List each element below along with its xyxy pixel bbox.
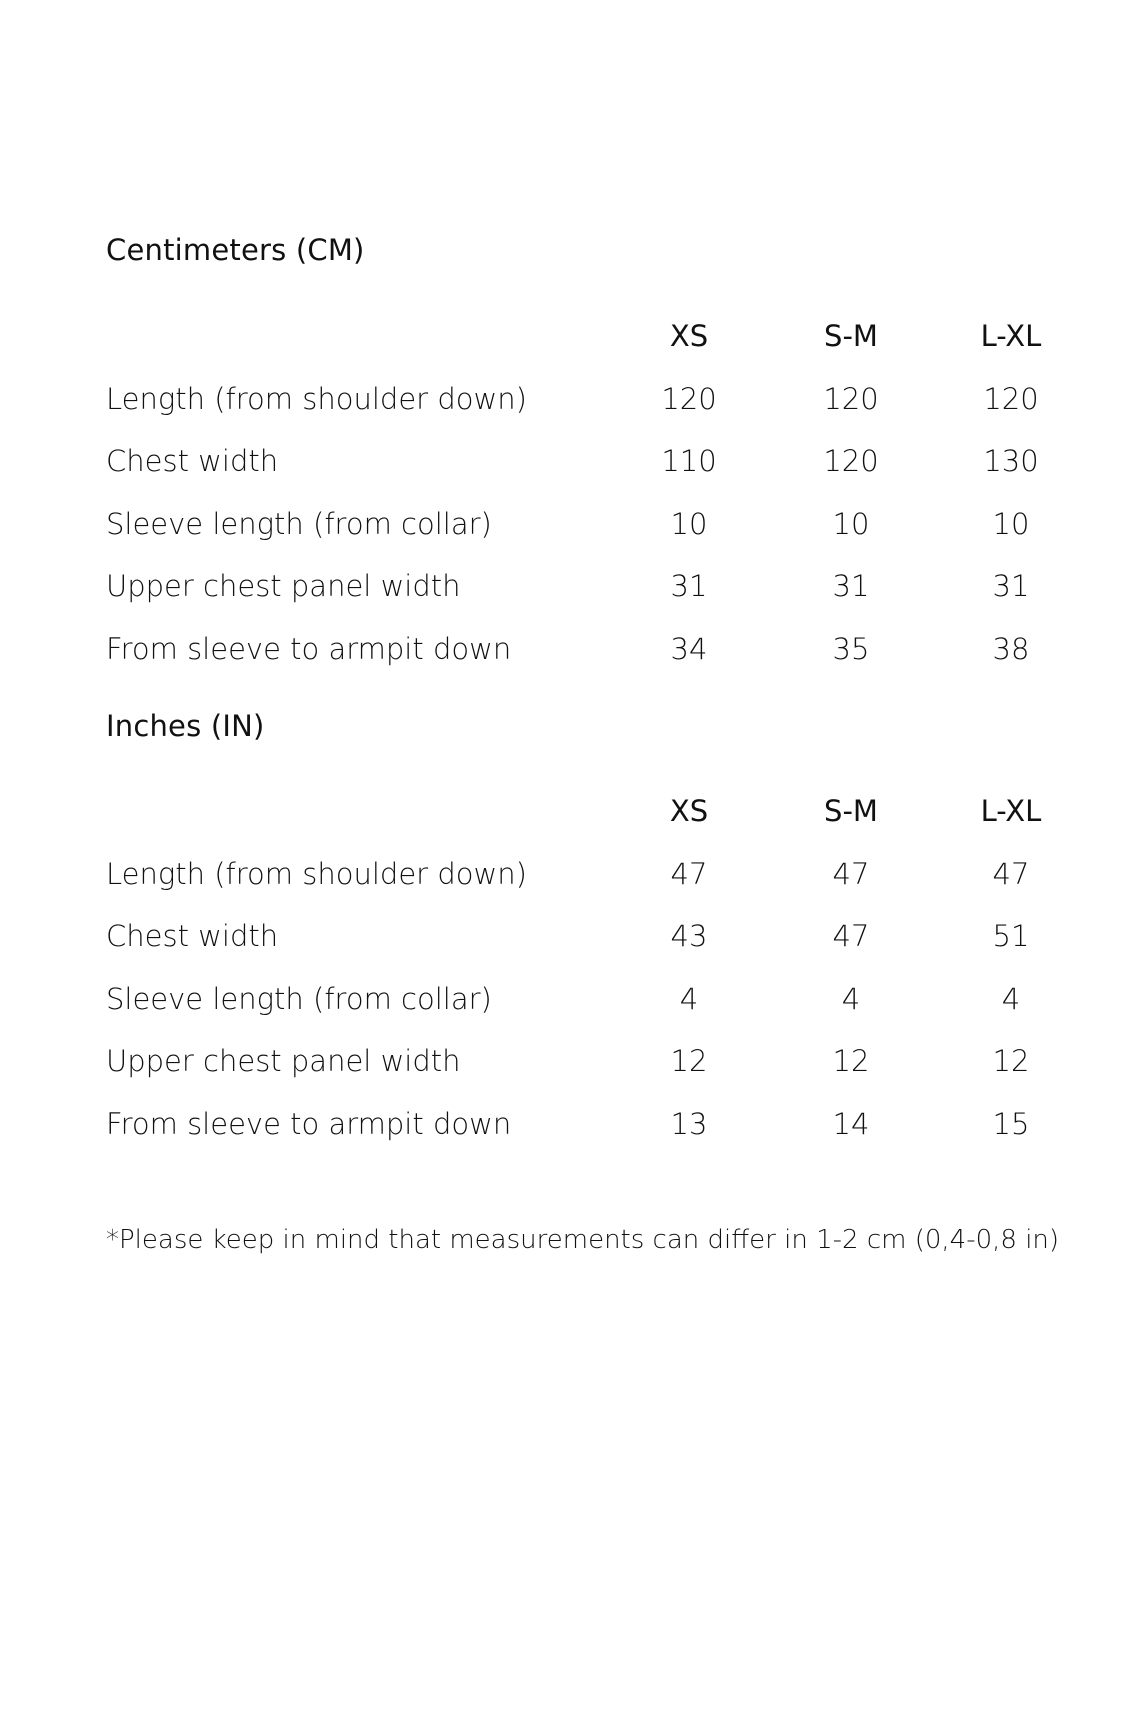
cell-l-xl: 15 [992,1106,1030,1141]
cell-l-xl: 4 [1001,981,1021,1016]
cell-s-m: 35 [832,631,870,666]
cm-header-xs: XS [669,319,709,353]
cell-s-m: 120 [823,381,879,416]
in-header-xs: XS [669,794,709,828]
table-row [106,430,1046,493]
cell-s-m: 14 [832,1106,870,1141]
row-label: Upper chest panel width [106,1044,461,1078]
cell-s-m: 47 [832,919,870,953]
table-row [106,555,1046,618]
row-label: Length (from shoulder down) [106,856,527,891]
cell-l-xl: 130 [983,444,1039,478]
in-header-row [106,780,1046,843]
cell-xs: 120 [661,381,717,416]
cell-l-xl: 51 [992,919,1030,953]
cm-header-l-xl: L-XL [980,319,1042,353]
cell-xs: 47 [670,856,708,891]
cell-s-m: 4 [841,981,861,1016]
cm-header-row [106,305,1046,368]
cell-s-m: 10 [832,506,870,541]
cell-xs: 12 [670,1044,708,1078]
row-label: Sleeve length (from collar) [106,981,492,1016]
row-label: Length (from shoulder down) [106,381,527,416]
cm-section-title: Centimeters (CM) [106,233,365,267]
table-row [106,843,1046,906]
table-row [106,368,1046,431]
cell-xs: 31 [670,569,708,603]
cell-xs: 43 [670,919,708,953]
cell-l-xl: 31 [992,569,1030,603]
cell-xs: 110 [661,444,717,478]
in-section-title: Inches (IN) [106,709,265,743]
measurement-footnote: *Please keep in mind that measurements can differ in 1-2 cm (0,4-0,8 in) [106,1225,1060,1255]
cell-xs: 4 [679,981,699,1016]
table-row [106,1093,1046,1156]
cell-xs: 13 [670,1106,708,1141]
table-row [106,1030,1046,1093]
cell-s-m: 47 [832,856,870,891]
cell-l-xl: 10 [992,506,1030,541]
cell-s-m: 12 [832,1044,870,1078]
in-header-s-m: S-M [824,794,878,828]
cell-l-xl: 120 [983,381,1039,416]
cell-xs: 34 [670,631,708,666]
cell-s-m: 120 [823,444,879,478]
in-size-table [106,780,1046,1155]
row-label: Chest width [106,444,279,478]
table-row [106,905,1046,968]
row-label: Chest width [106,919,279,953]
cell-l-xl: 47 [992,856,1030,891]
row-label: From sleeve to armpit down [106,631,512,666]
cm-header-s-m: S-M [824,319,878,353]
in-header-l-xl: L-XL [980,794,1042,828]
cell-s-m: 31 [832,569,870,603]
row-label: Upper chest panel width [106,569,461,603]
cm-size-table [106,305,1046,680]
row-label: Sleeve length (from collar) [106,506,492,541]
table-row [106,493,1046,556]
row-label: From sleeve to armpit down [106,1106,512,1141]
cell-l-xl: 12 [992,1044,1030,1078]
cell-l-xl: 38 [992,631,1030,666]
table-row [106,968,1046,1031]
cell-xs: 10 [670,506,708,541]
table-row [106,618,1046,681]
